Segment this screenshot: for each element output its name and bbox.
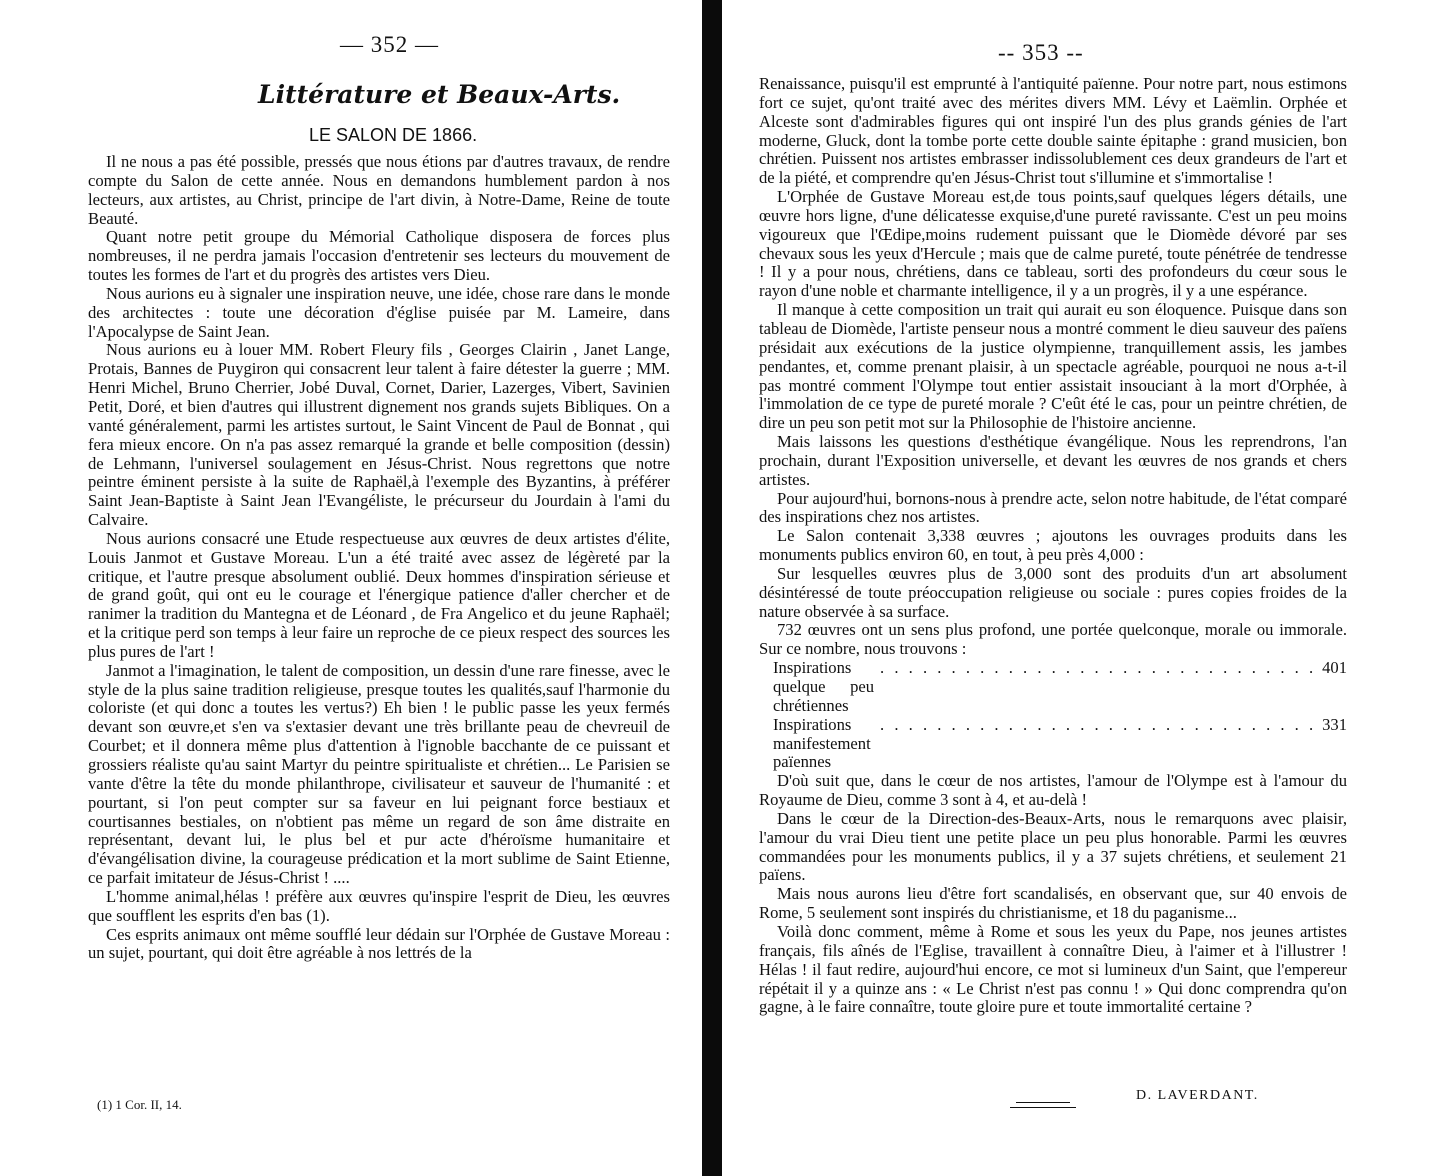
section-title: Littérature et Beaux-Arts.	[258, 80, 621, 109]
book-gutter	[702, 0, 722, 1176]
tally-value: 331	[1322, 714, 1347, 734]
right-body-text	[759, 75, 1347, 1017]
end-rule	[1010, 1107, 1076, 1108]
tally-label: Inspirations quelque peu chrétiennes	[773, 658, 875, 715]
paragraph: Nous aurions eu à louer MM. Robert Fleury fils , Georges Clairin , Janet Lange, Protais, Bannes de Puygiron qui consacrent leur talent à faire détester la guerre ; MM. Henri Michel, Bruno Cherrier, Jobé Duval, Cornet, Darier, Lazerges, Vibert, Savinien Petit, Doré, et bien d'autres qui illustrent dignement nos grands sujets Bibliques. On a vanté généralement, parmi les artistes surtout, le Saint Vincent de Paul de Bonnat , qui fera mieux encore. On n'a pas assez remarqué la grande et belle composition (dessin) de Lehmann, l'universel soulagement en Jésus-Christ. Nous regrettons que notre peintre éminent persiste à la suite de Raphaël,à l'exemple des Byzantins, à préférer Saint Jean-Baptiste à Saint Jean l'Evangéliste, le précurseur du Jourdain à l'ami du Calvaire.	[88, 340, 670, 530]
paragraph: D'où suit que, dans le cœur de nos artistes, l'amour de l'Olympe est à l'amour du Royaume de Dieu, comme 3 sont à 4, et au-delà !	[759, 771, 1347, 810]
tally-row	[759, 716, 1347, 773]
page-number: — 352 —	[340, 32, 439, 57]
paragraph: Janmot a l'imagination, le talent de composition, un dessin d'une rare finesse, avec le style de la plus saine tradition religieuse, presque toutes les qualités,sauf l'harmonie du coloriste (et qui donc a toutes les vertus?) Eh bien ! le public passe les yeux fermés devant son œuvre,et s'en va s'extasier devant une très brillante peau de chevreuil de Courbet; et il donnera même plus d'attention à l'ignoble bacchante de ce puissant et grossiers réaliste qu'au saint Martyr du peintre spiritualiste et chrétien... Le Parisien se vante d'être la tête du monde philanthrope, civilisateur et sauveur de l'humanité : et pourtant, si l'on peut compter sur sa faveur en lui peignant force bestiaux et courtisannes bestiales, on n'obtient pas même un regard de son âme distraite en représentant, devant lui, le plus bel et pur acte d'héroïsme humanitaire et d'évangélisation divine, la courageuse prédication et la mort sublime de Saint Etienne, ce parfait imitateur de Jésus-Christ ! ....	[88, 660, 670, 888]
tally-value: 401	[1322, 658, 1347, 678]
tally-row	[759, 659, 1347, 716]
paragraph: 732 œuvres ont un sens plus profond, une portée quelconque, morale ou immorale. Sur ce nombre, nous trouvons :	[759, 620, 1347, 659]
left-body-text	[88, 153, 670, 963]
leader-dots: . . . . . . . . . . . . . . . . . . . . . . . . . . . . . . .	[880, 714, 1317, 734]
paragraph: Il manque à cette composition un trait qui aurait eu son éloquence. Puisque dans son tableau de Diomède, l'artiste penseur nous a montré comment le dieu sauveur des païens présidait aux exécutions de la justice olympienne, tranquillement assis, les jambes pendantes, et, comme prenant plaisir, à un spectacle agréable, pourquoi ne nous a-t-il pas montré comment l'Olympe tout entier assistait insouciant à la mort d'Orphée, à l'immolation de ce type de pureté morale ? C'eût été le cas, pour un peintre chrétien, de dire un peu son petit mot sur la Philosophie de l'histoire ancienne.	[759, 300, 1347, 433]
paragraph: L'homme animal,hélas ! préfère aux œuvres qu'inspire l'esprit de Dieu, les œuvres que soufflent les esprits d'en bas (1).	[88, 886, 670, 925]
tally-label: Inspirations manifestement païennes	[773, 714, 871, 772]
left-page	[0, 0, 702, 1176]
paragraph: Ces esprits animaux ont même soufflé leur dédain sur l'Orphée de Gustave Moreau : un sujet, pourtant, qui doit être agréable à nos lettrés de la	[88, 924, 670, 963]
paragraph: Pour aujourd'hui, bornons-nous à prendre acte, selon notre habitude, de l'état comparé des inspirations chez nos artistes.	[759, 488, 1347, 527]
author-signature: D. LAVERDANT.	[1136, 1088, 1259, 1103]
paragraph: Mais nous aurons lieu d'être fort scandalisés, en observant que, sur 40 envois de Rome, 5 seulement sont inspirés du christianisme, et 18 du paganisme...	[759, 884, 1347, 923]
paragraph: L'Orphée de Gustave Moreau est,de tous points,sauf quelques légers détails, une œuvre hors ligne, d'une délicatesse exquise,d'une pureté ravissante. C'est un peu moins vigoureux que l'Œdipe,moins rudement puissant que le Diomède dévoré par ses chevaux sous les yeux d'Hercule ; mais que de calme pureté, toute pénétrée de tendresse ! Il y a pour nous, chrétiens, dans ce tableau, sorti des profondeurs du cœur sous le rayon d'une noble et charmante intelligence, il y a un progrès, il y a une espérance.	[759, 187, 1347, 301]
paragraph: Renaissance, puisqu'il est emprunté à l'antiquité païenne. Pour notre part, nous estimons fort ce sujet, qu'ont traité avec des mérites divers MM. Lévy et Laëmlin. Orphée et Alceste sont d'admirables figures qui ont inspiré l'un des plus grands génies de l'art moderne, Gluck, dont la tombe porte cette double sainte épitaphe : grand musicien, bon chrétien. Puissent nos artistes embrasser indissolublement ces deux grandeurs de l'art et de la piété, et comprendre qu'en Jésus-Christ tout s'illumine et s'immortalise !	[759, 74, 1347, 188]
page-number: -- 353 --	[998, 40, 1084, 65]
paragraph: Nous aurions eu à signaler une inspiration neuve, une idée, chose rare dans le monde des architectes : toute une décoration d'église puisée par M. Lameire, dans l'Apocalypse de Saint Jean.	[88, 283, 670, 341]
paragraph: Dans le cœur de la Direction-des-Beaux-Arts, nous le remarquons avec plaisir, l'amour du vrai Dieu tient une petite place un peu plus honorable. Parmi les œuvres commandées pour les monuments publics, il y a 37 sujets chrétiens, et seulement 21 païens.	[759, 808, 1347, 885]
leader-dots: . . . . . . . . . . . . . . . . . . . . . . . . . . . . . . .	[880, 658, 1317, 678]
footnote: (1) 1 Cor. II, 14.	[97, 1097, 182, 1112]
paragraph: Nous aurions consacré une Etude respectueuse aux œuvres de deux artistes d'élite, Louis Janmot et Gustave Moreau. L'un a été traité avec assez de légèreté par la critique, et l'autre presque absolument oublié. Deux hommes d'inspiration sérieuse et de grand goût, qui ont eu le courage et l'énergique patience d'aller chercher et de ranimer la tradition du Mantegna et de Léonard , de Fra Angelico et du jeune Raphaël; et la critique perd son temps à leur faire un reproche de ce pieux respect des sources les plus pures de l'art !	[88, 528, 670, 661]
right-page	[722, 0, 1444, 1176]
paragraph: Le Salon contenait 3,338 œuvres ; ajoutons les ouvrages produits dans les monuments publics environ 60, en tout, à peu près 4,000 :	[759, 526, 1347, 565]
paragraph: Il ne nous a pas été possible, pressés que nous étions par d'autres travaux, de rendre compte du Salon de cette année. Nous en demandons humblement pardon à nos lecteurs, aux artistes, au Christ, principe de l'art divin, à Notre-Dame, Reine de toute Beauté.	[88, 152, 670, 228]
end-rule	[1016, 1102, 1070, 1103]
paragraph: Sur lesquelles œuvres plus de 3,000 sont des produits d'un art absolument désintéressé de toute préoccupation religieuse ou sociale : pures copies froides de la nature observée à sa surface.	[759, 563, 1347, 621]
paragraph: Voilà donc comment, même à Rome et sous les yeux du Pape, nos jeunes artistes français, fils aînés de l'Eglise, travaillent à connaître Dieu, à l'aimer et à l'illustrer ! Hélas ! il faut redire, aujourd'hui encore, ce mot si lumineux d'un Saint, que l'empereur répétait il y a quinze ans : « Le Christ n'est pas connu ! » Qui donc comprendra qu'on gagne, à le faire connaître, toute gloire pure et toute immortalité certaine ?	[759, 921, 1347, 1017]
article-title: LE SALON DE 1866.	[309, 125, 478, 145]
paragraph: Quant notre petit groupe du Mémorial Catholique disposera de forces plus nombreuses, il ne perdra jamais l'occasion d'entretenir ses lecteurs du mouvement de toutes les formes de l'art et du progrès des artistes vers Dieu.	[88, 227, 670, 285]
paragraph: Mais laissons les questions d'esthétique évangélique. Nous les reprendrons, l'an prochain, durant l'Exposition universelle, et devant les œuvres de nos grands et chers artistes.	[759, 432, 1347, 489]
